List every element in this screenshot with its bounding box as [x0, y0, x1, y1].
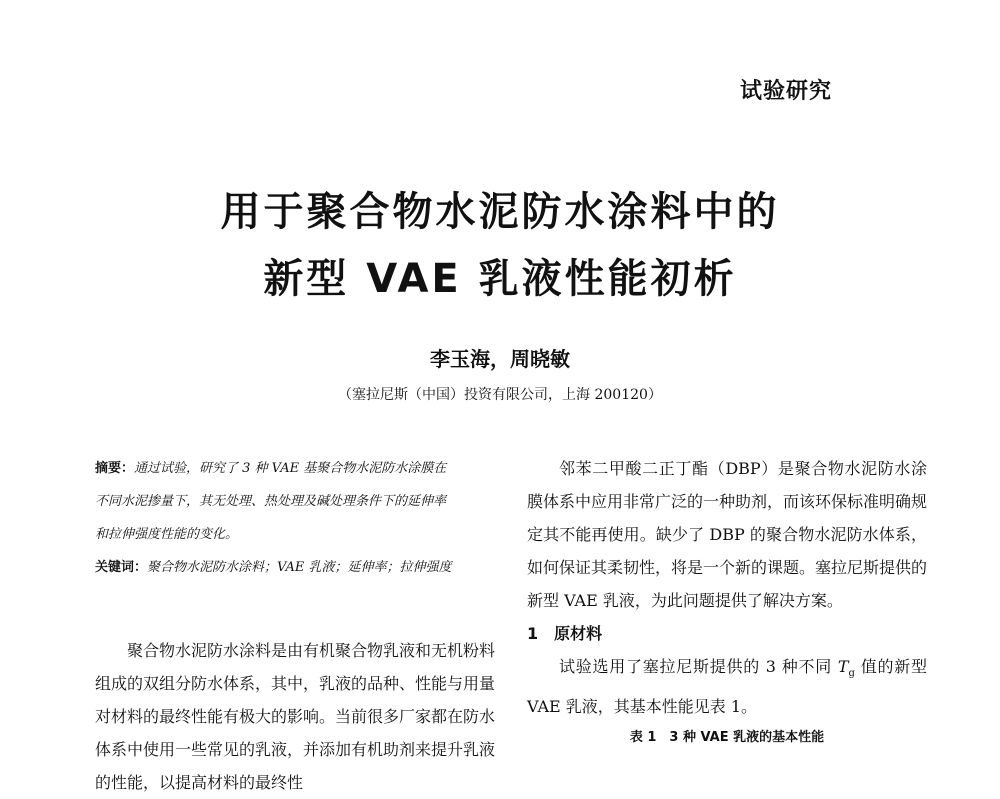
abstract [95, 452, 495, 551]
table-1-caption: 表 1 3 种 VAE 乳液的基本性能 [629, 730, 825, 746]
intro-paragraph: 聚合物水泥防水涂料是由有机聚合物乳液和无机粉料组成的双组分防水体系，其中，乳液的品种、性能与用量对材料的最终性能有极大的影响。当前很多厂家都在防水体系中使用一些常见的乳液，并添加有机助剂来提升乳液的性能，以提高材料的最终性 [95, 641, 496, 792]
affiliation: （塞拉尼斯（中国）投资有限公司，上海 200120） [338, 387, 662, 403]
paper-title-line-1: 用于聚合物水泥防水涂料中的 [220, 189, 780, 235]
abstract-label: 摘要： [95, 461, 135, 476]
materials-text-after: 值的新型 VAE 乳液，其基本性能见表 1。 [527, 657, 927, 717]
tg-subscript: g [848, 668, 855, 680]
keywords-label: 关键词： [95, 560, 148, 575]
tg-symbol: T [837, 657, 849, 676]
dbp-paragraph: 邻苯二甲酸二正丁酯（DBP）是聚合物水泥防水涂膜体系中应用非常广泛的一种助剂，而该环保标准明确规定其不能再使用。缺少了 DBP 的聚合物水泥防水体系，如何保证其柔韧性，将是一个新的课题。塞拉尼斯提供的新型 VAE 乳液，为此问题提供了解决方案。 [527, 459, 928, 610]
materials-paragraph [527, 650, 927, 723]
keywords [95, 551, 495, 584]
left-column [95, 452, 495, 799]
abstract-line-1: 通过试验，研究了 3 种 VAE 基聚合物水泥防水涂膜在 [134, 461, 447, 476]
keywords-text: 聚合物水泥防水涂料；VAE 乳液；延伸率；拉伸强度 [147, 560, 452, 575]
section-tag: 试验研究 [740, 79, 833, 104]
abstract-line-2: 不同水泥掺量下，其无处理、热处理及碱处理条件下的延伸率 [95, 494, 447, 509]
paper-title-line-2: 新型 VAE 乳液性能初析 [263, 256, 737, 302]
right-column [527, 452, 927, 749]
materials-text-before: 试验选用了塞拉尼斯提供的 3 种不同 [559, 657, 838, 676]
authors: 李玉海，周晓敏 [430, 347, 570, 371]
abstract-line-3: 和拉伸强度性能的变化。 [95, 527, 239, 542]
section-heading-materials: 1 原材料 [527, 624, 603, 643]
